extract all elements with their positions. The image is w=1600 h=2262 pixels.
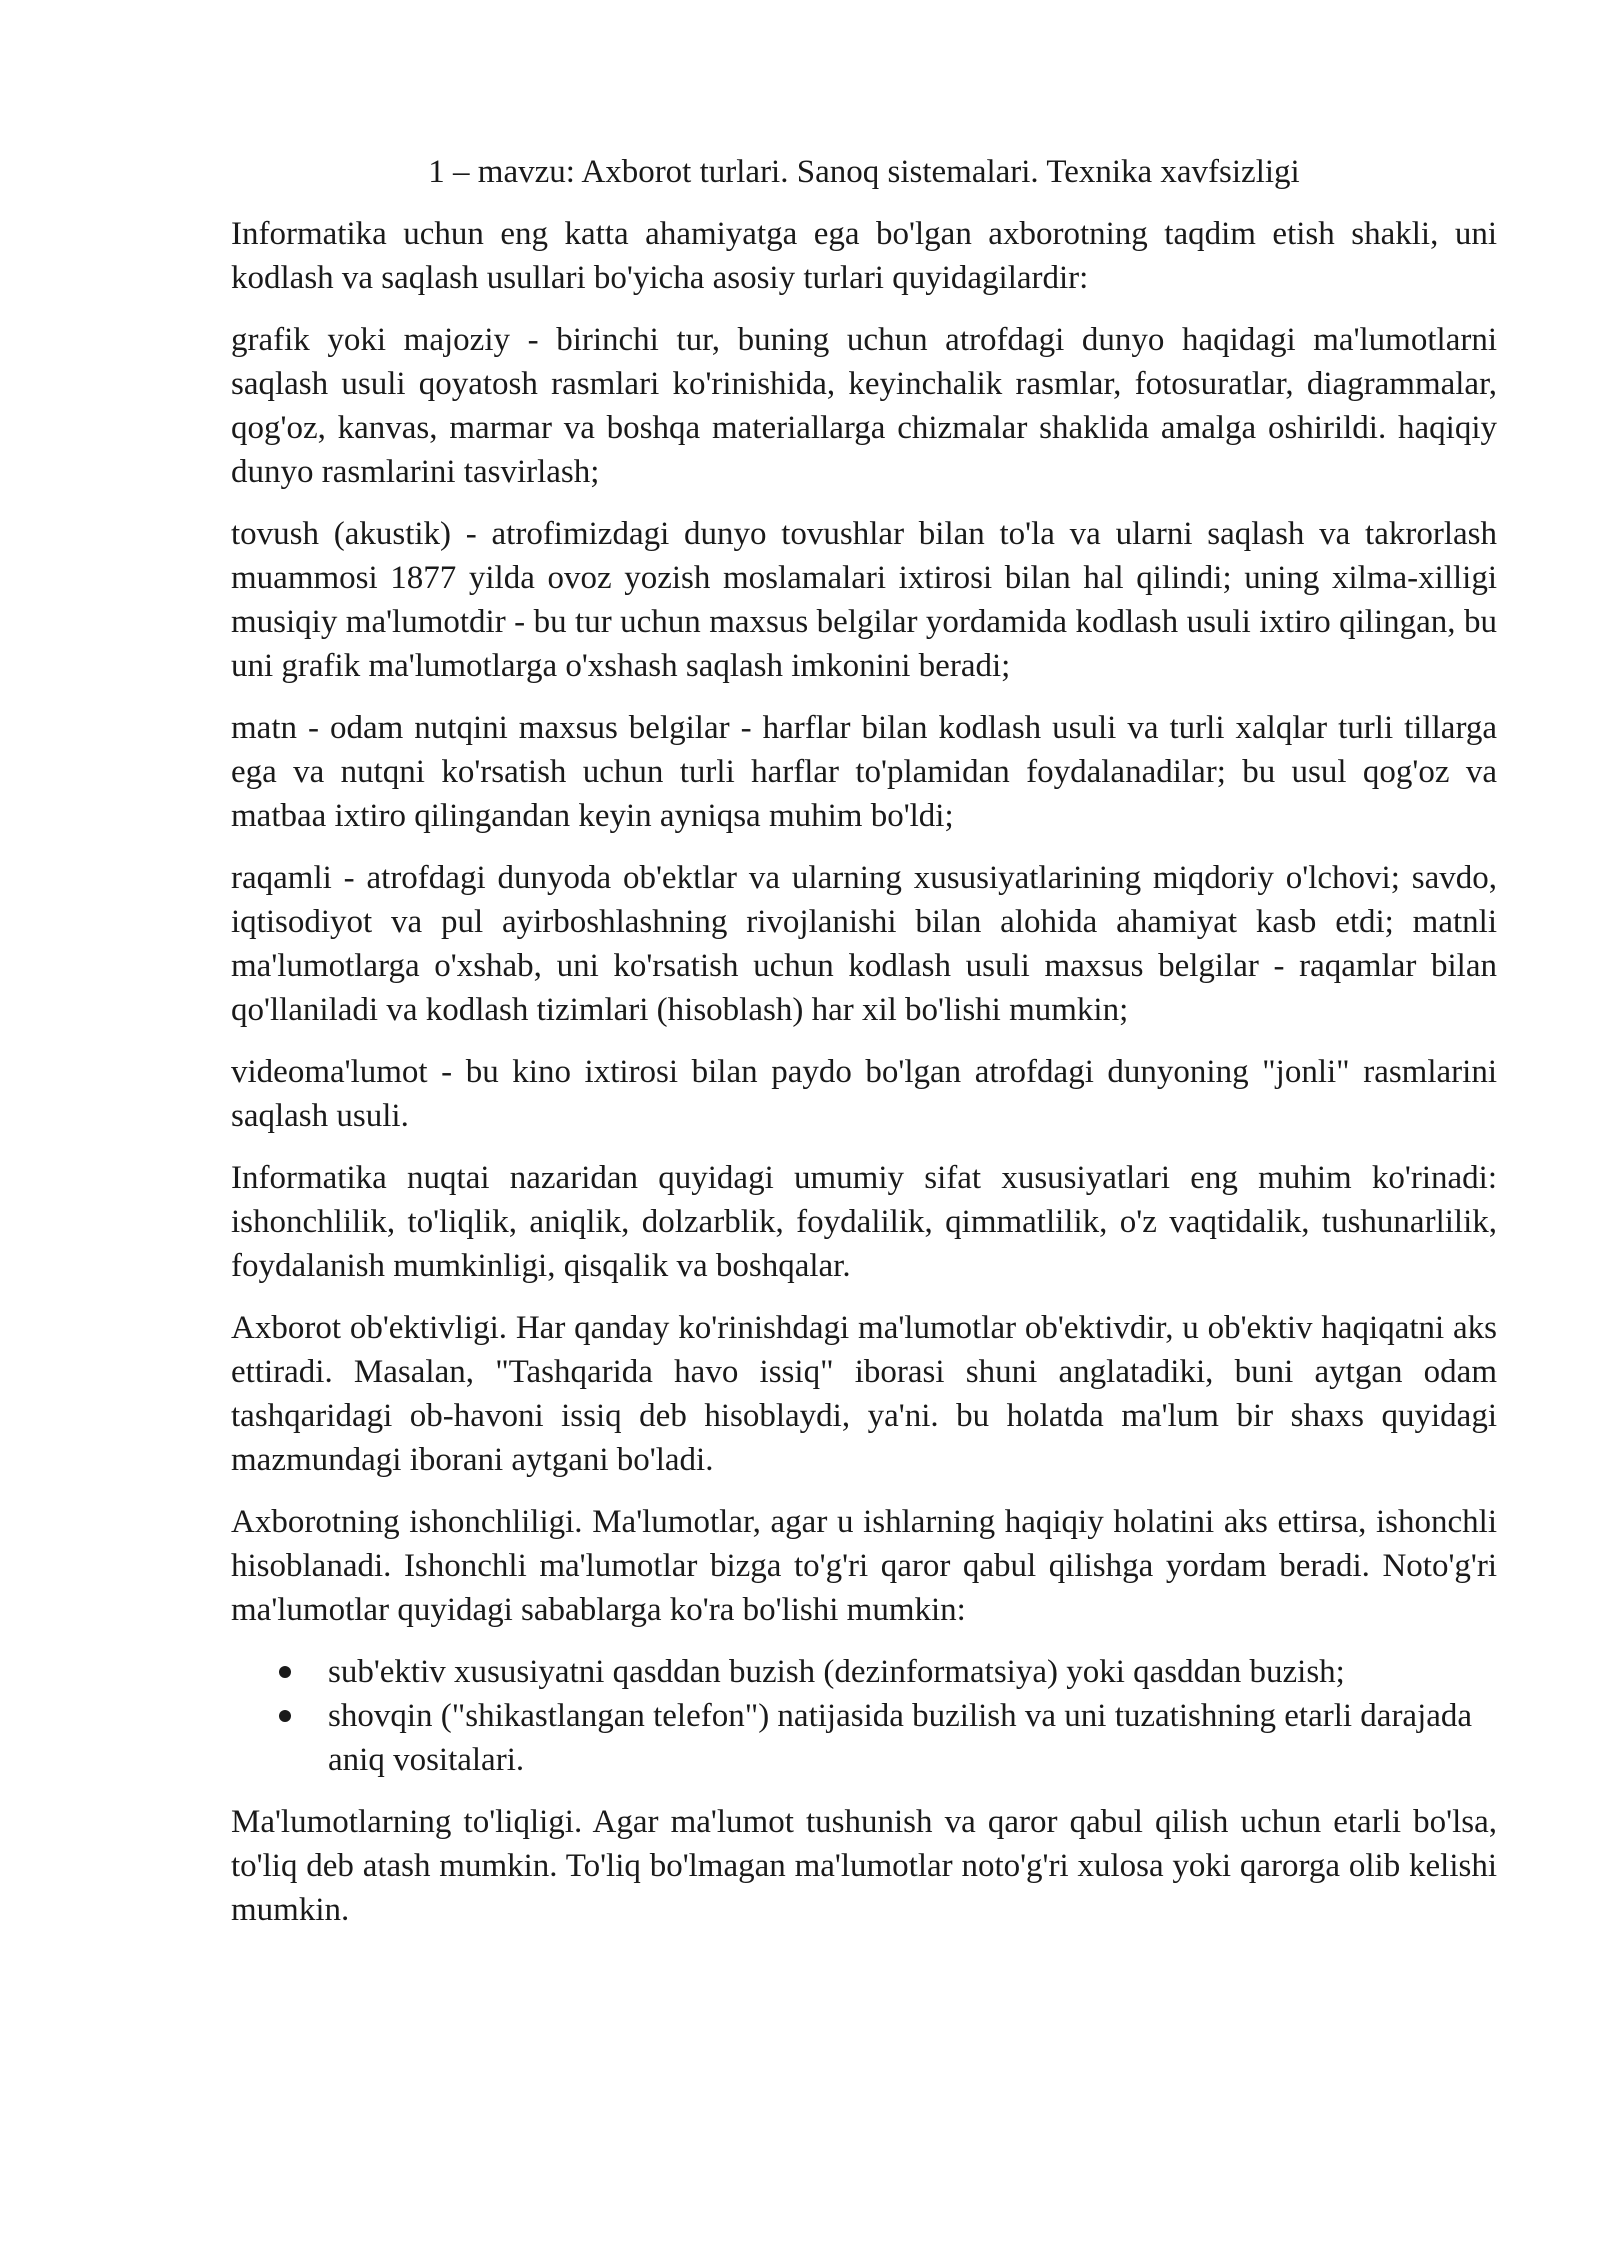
intro-paragraph: Informatika uchun eng katta ahamiyatga ega bo'lgan axborotning taqdim etish shakli, uni kodlash va saqlash usullari bo'yicha asosiy turlari quyidagilardir: xyxy=(231,216,1497,296)
paragraph-text-info: matn - odam nutqini maxsus belgilar - harflar bilan kodlash usuli va turli xalqlar turli tillarga ega va nutqni ko'rsatish uchun turli harflar to'plamidan foydalanadilar; bu usul qog'oz va matbaa ixtiro qilingandan keyin ayniqsa muhim bo'ldi; xyxy=(231,710,1497,834)
paragraph-quality-properties: Informatika nuqtai nazaridan quyidagi umumiy sifat xususiyatlari eng muhim ko'rinadi: ishonchlilik, to'liqlik, aniqlik, dolzarblik, foydalilik, qimmatlilik, o'z vaqtidalik, tushunarlilik, foydalanish mumkinligi, qisqalik va boshqalar. xyxy=(231,1160,1497,1284)
paragraph-video-info: videoma'lumot - bu kino ixtirosi bilan paydo bo'lgan atrofdagi dunyoning "jonli" rasmlarini saqlash usuli. xyxy=(231,1054,1497,1134)
list-item xyxy=(231,1650,1497,1694)
list-item-text: sub'ektiv xususiyatni qasddan buzish (dezinformatsiya) yoki qasddan buzish; xyxy=(328,1654,1345,1690)
document-title: 1 – mavzu: Axborot turlari. Sanoq sistemalari. Texnika xavfsizligi xyxy=(428,154,1300,190)
list-item xyxy=(231,1694,1497,1782)
bullet-list xyxy=(231,1650,1497,1782)
bullet-icon xyxy=(279,1666,291,1678)
paragraph-completeness: Ma'lumotlarning to'liqligi. Agar ma'lumot tushunish va qaror qabul qilish uchun etarli bo'lsa, to'liq deb atash mumkin. To'liq bo'lmagan ma'lumotlar noto'g'ri xulosa yoki qarorga olib kelishi mumkin. xyxy=(231,1804,1497,1928)
list-item-text: shovqin ("shikastlangan telefon") natijasida buzilish va uni tuzatishning etarli darajada aniq vositalari. xyxy=(328,1698,1473,1778)
paragraph-numeric-info: raqamli - atrofdagi dunyoda ob'ektlar va ularning xususiyatlarining miqdoriy o'lchovi; savdo, iqtisodiyot va pul ayirboshlashning rivojlanishi bilan alohida ahamiyat kasb etdi; matnli ma'lumotlarga o'xshab, uni ko'rsatish uchun kodlash usuli maxsus belgilar - raqamlar bilan qo'llaniladi va kodlash tizimlari (hisoblash) har xil bo'lishi mumkin; xyxy=(231,860,1497,1028)
document-body xyxy=(231,150,1497,1950)
paragraph-reliability: Axborotning ishonchliligi. Ma'lumotlar, agar u ishlarning haqiqiy holatini aks ettirsa, ishonchli hisoblanadi. Ishonchli ma'lumotlar bizga to'g'ri qaror qabul qilishga yordam beradi. Noto'g'ri ma'lumotlar quyidagi sabablarga ko'ra bo'lishi mumkin: xyxy=(231,1504,1497,1628)
paragraph-graphic-info: grafik yoki majoziy - birinchi tur, buning uchun atrofdagi dunyo haqidagi ma'lumotlarni saqlash usuli qoyatosh rasmlari ko'rinishida, keyinchalik rasmlar, fotosuratlar, diagrammalar, qog'oz, kanvas, marmar va boshqa materiallarga chizmalar shaklida amalga oshirildi. haqiqiy dunyo rasmlarini tasvirlash; xyxy=(231,322,1497,490)
bullet-icon xyxy=(279,1710,291,1722)
paragraph-sound-info: tovush (akustik) - atrofimizdagi dunyo tovushlar bilan to'la va ularni saqlash va takrorlash muammosi 1877 yilda ovoz yozish moslamalari ixtirosi bilan hal qilindi; uning xilma-xilligi musiqiy ma'lumotdir - bu tur uchun maxsus belgilar yordamida kodlash usuli ixtiro qilingan, bu uni grafik ma'lumotlarga o'xshash saqlash imkonini beradi; xyxy=(231,516,1497,684)
paragraph-objectivity: Axborot ob'ektivligi. Har qanday ko'rinishdagi ma'lumotlar ob'ektivdir, u ob'ektiv haqiqatni aks ettiradi. Masalan, "Tashqarida havo issiq" iborasi shuni anglatadiki, buni aytgan odam tashqaridagi ob-havoni issiq deb hisoblaydi, ya'ni. bu holatda ma'lum bir shaxs quyidagi mazmundagi iborani aytgani bo'ladi. xyxy=(231,1310,1497,1478)
